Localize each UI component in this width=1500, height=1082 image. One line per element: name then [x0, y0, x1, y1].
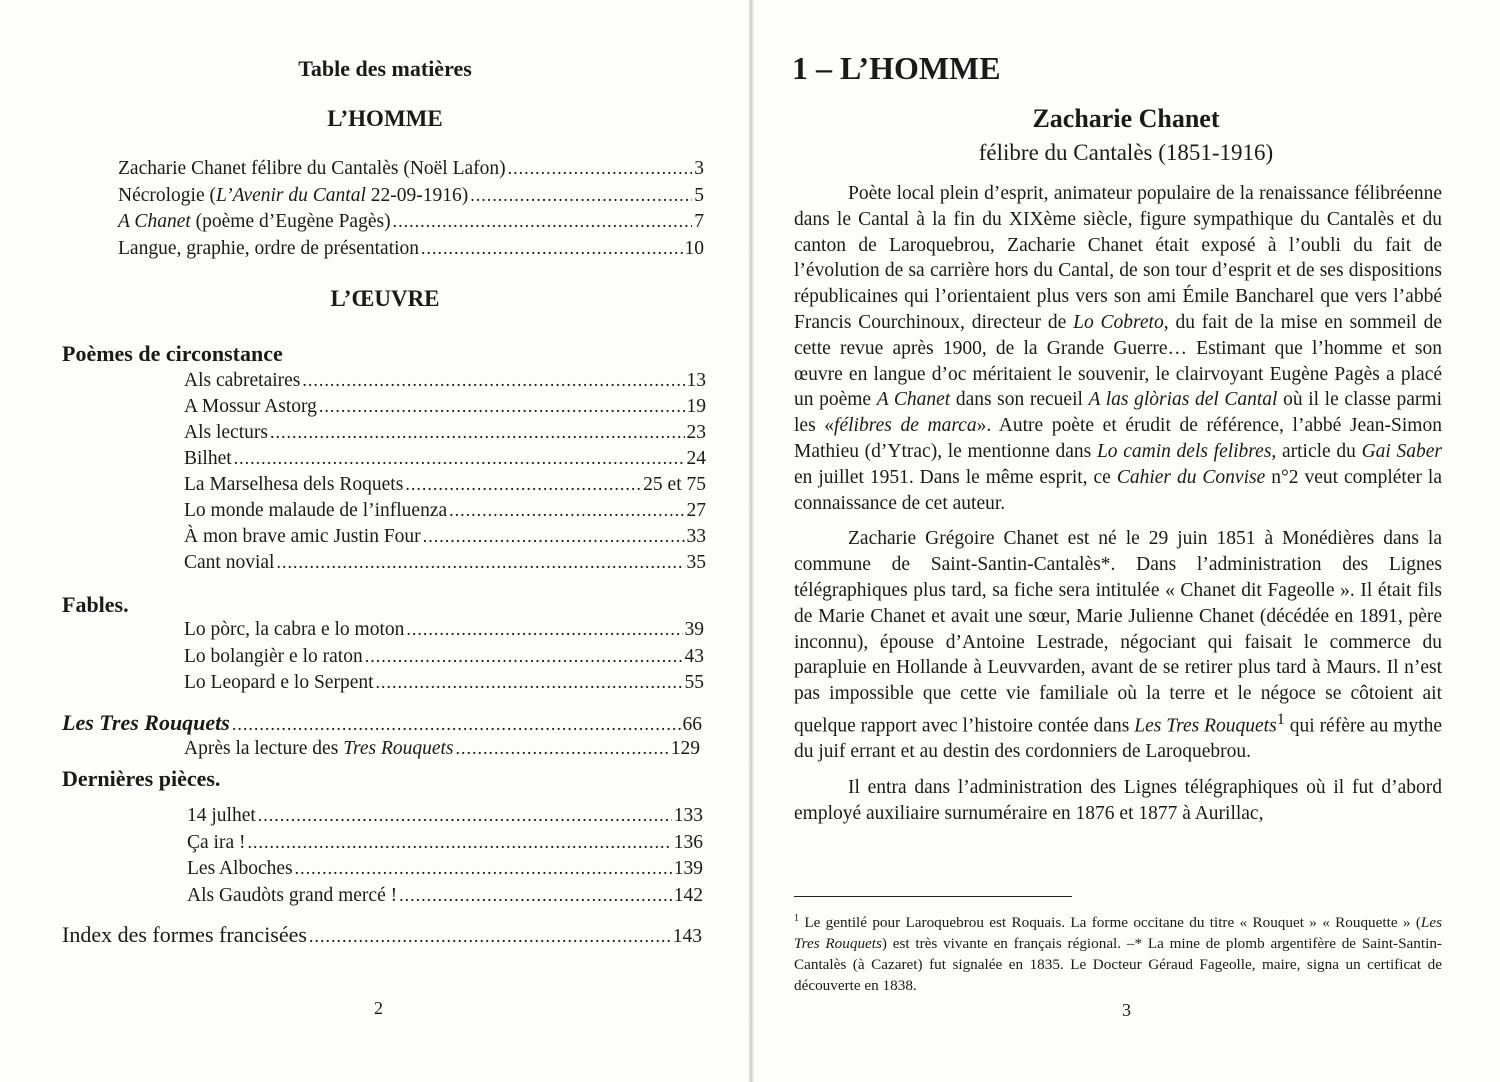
toc-entry[interactable]	[184, 474, 706, 496]
body-text	[794, 181, 1442, 827]
toc-entry-title-part: Les Alboches	[187, 858, 293, 879]
toc-leader-dots	[423, 526, 685, 547]
text-run: , du fait de la mise en sommeil de cette revue après 1900, de la Grande Guerre… Estimant que l’homme et son œuvre en langue d’oc méritaient le souvenir, le clairvoyant Eugène Pagès a placé un poème	[794, 311, 1442, 411]
section-heading-fables: Fables.	[62, 592, 129, 617]
toc-entry-page: 66	[682, 714, 702, 735]
toc-entry-title: Index des formes francisées	[62, 922, 307, 947]
toc-leader-dots	[365, 646, 683, 667]
toc-entry-title	[184, 646, 363, 668]
toc-entry-title	[184, 500, 447, 522]
toc-leader-dots	[247, 832, 671, 853]
toc-leader-dots	[234, 448, 685, 469]
toc-entry-title-part: Lo pòrc, la cabra e lo moton	[184, 619, 405, 640]
book-gutter	[748, 0, 754, 1082]
toc-entry[interactable]	[184, 526, 706, 548]
toc-entry-title-italic: Tres Rouquets	[343, 738, 454, 759]
toc-leader-dots	[508, 158, 693, 179]
toc-entry[interactable]	[184, 500, 706, 522]
text-run: Lo Cobreto	[1073, 311, 1164, 333]
text-run: Cahier du Convise	[1116, 466, 1266, 488]
body-paragraph	[794, 181, 1442, 516]
toc-entry-page: 55	[684, 672, 704, 693]
toc-entry[interactable]	[118, 238, 704, 260]
toc-entry-page: 13	[686, 370, 706, 391]
toc-entry-title-part: Lo monde malaude de l’influenza	[184, 500, 448, 521]
page-number-left: 2	[374, 998, 383, 1018]
toc-entry-page: 43	[684, 645, 704, 667]
right-page	[752, 0, 1500, 1082]
text-run: A Chanet	[876, 389, 951, 411]
toc-entry[interactable]	[184, 396, 706, 418]
toc-entry-page: 27	[686, 500, 706, 521]
toc-entry-title-part: A Mossur Astorg	[184, 396, 317, 417]
toc-entry-title-part: A Chanet	[118, 211, 191, 232]
toc-leader-dots	[470, 185, 692, 206]
toc-entry-page: 24	[686, 448, 706, 469]
toc-entry-page: 7	[694, 211, 704, 232]
toc-entry[interactable]	[184, 672, 704, 694]
text-run: n°2 veut compléter la connaissance de cet auteur.	[794, 466, 1443, 514]
toc-entry[interactable]	[118, 158, 704, 180]
toc-leader-dots	[258, 805, 672, 826]
toc-entry-page: 136	[673, 831, 703, 853]
toc-leader-dots	[302, 370, 684, 391]
toc-leader-dots	[406, 619, 682, 640]
text-run: Gai Saber	[1361, 440, 1442, 462]
text-run: Lo camin dels felibres	[1096, 440, 1272, 462]
toc-entry[interactable]	[184, 422, 706, 444]
toc-leader-dots	[405, 474, 641, 495]
toc-entry-title-part: Lo bolangièr e lo raton	[184, 645, 363, 667]
footnote-divider	[794, 896, 1072, 897]
text-run: Le gentilé pour Laroquebrou est Roquais. La forme occitane du titre « Rouquet » « Rouquette » (	[799, 914, 1421, 932]
text-run: dans son recueil	[950, 389, 1089, 411]
toc-entry-title-part: Als cabretaires	[184, 370, 301, 391]
toc-entry[interactable]	[118, 211, 704, 233]
toc-entry[interactable]	[184, 448, 706, 470]
toc-leader-dots	[309, 926, 671, 947]
toc-entry-title-part: À mon brave amic Justin Four	[184, 526, 421, 547]
author-subtitle: félibre du Cantalès (1851-1916)	[978, 140, 1274, 165]
toc-entry-page: 25 et 75	[643, 474, 706, 495]
toc-entry-title	[184, 552, 274, 574]
toc-entry-page: 35	[686, 552, 706, 573]
toc-entry-title	[187, 885, 397, 907]
text-run: A las glòrias del Cantal	[1088, 389, 1278, 411]
toc-entry[interactable]	[184, 370, 706, 392]
text-run: , article du	[1271, 440, 1362, 462]
toc-leader-dots	[319, 396, 685, 417]
toc-entry-page: 139	[673, 858, 703, 879]
toc-entry-title	[118, 158, 506, 180]
text-run: félibres de marca	[834, 415, 977, 437]
toc-entry[interactable]	[187, 805, 703, 827]
footnote	[794, 908, 1442, 996]
toc-entry[interactable]	[184, 552, 706, 574]
text-run: Zacharie Grégoire Chanet est né le 29 juin 1851 à Monédières dans la commune de Saint-Santin-Cantalès*. Dans l’administration des Lignes télégraphiques plus tard, sa fiche sera intitulée « Chanet dit Fageolle ». Il était fils de Marie Chanet et avait une sœur, Marie Julienne Chanet (décédée en 1891, père inconnu), épouse d’Antoine Lestrade, négociant qui faisait le commerce du parapluie en Hollande à Leuvvarden, avant de se retirer plus tard à Maurs. Il n’est pas impossible que cette vie familiale où la terre et le négoce se côtoient ait quelque rapport avec l’histoire contée dans	[794, 528, 1442, 737]
toc-entry[interactable]	[184, 619, 704, 641]
toc-leader-dots	[295, 858, 672, 879]
footnote-reference: 1	[794, 913, 799, 924]
text-run: Les Tres Rouquets	[794, 914, 1442, 953]
toc-entry-page: 3	[694, 158, 704, 179]
toc-entry-title-part: Lo Leopard e lo Serpent	[184, 672, 374, 693]
toc-entry-title	[184, 619, 404, 641]
part-heading-oeuvre: L’ŒUVRE	[330, 286, 440, 311]
toc-entry-title	[184, 422, 268, 444]
text-run: ». Autre poète et érudit de référence, l’abbé Jean-Simon Mathieu (d’Ytrac), le mentionne dans	[794, 415, 1442, 462]
footnote-reference: 1	[1276, 709, 1285, 728]
toc-entry-title	[184, 672, 374, 694]
toc-entry-title-part: 14 julhet	[187, 805, 256, 826]
toc-leader-dots	[393, 211, 693, 232]
toc-entry-title	[118, 238, 419, 260]
section-heading-dernieres: Dernières pièces.	[62, 766, 221, 791]
toc-entry-title-part: Bilhet	[184, 448, 232, 469]
toc-entry-title: Les Tres Rouquets	[62, 710, 230, 735]
toc-entry-page: 39	[684, 619, 704, 640]
page-number-right: 3	[1122, 1000, 1131, 1020]
toc-entry-page: 33	[686, 526, 706, 547]
toc-entry-title	[184, 474, 403, 496]
toc-entry-page: 10	[684, 237, 704, 259]
text-run: en juillet 1951. Dans le même esprit, ce	[794, 466, 1117, 488]
toc-entry-title-part: Als lecturs	[184, 422, 268, 443]
toc-entry-page: 19	[686, 396, 706, 417]
toc-entry-title-prefix: Après la lecture des	[184, 738, 344, 759]
toc-leader-dots	[276, 552, 684, 573]
toc-entry-title-part: 22-09-1916)	[365, 184, 469, 206]
toc-entry-index[interactable]	[62, 922, 702, 948]
toc-entry-title-part: L’Avenir du Cantal	[216, 184, 366, 206]
toc-leader-dots	[421, 238, 682, 259]
toc-entry-title-part: Langue, graphie, ordre de présentation	[118, 237, 420, 259]
text-run: Les Tres Rouquets	[1134, 715, 1277, 737]
toc-entry-page: 143	[672, 926, 702, 947]
author-name: Zacharie Chanet	[1032, 104, 1220, 133]
toc-entry-title-part: Zacharie Chanet félibre du Cantalès (Noël Lafon)	[118, 158, 506, 179]
toc-entry-title	[184, 448, 232, 470]
toc-leader-dots	[456, 738, 669, 759]
toc-entry[interactable]	[187, 885, 703, 907]
toc-entry-title	[184, 396, 317, 418]
toc-entry-page: 142	[673, 884, 703, 906]
toc-entry-page: 5	[694, 184, 704, 206]
toc-entry-page: 133	[673, 805, 703, 826]
toc-leader-dots	[399, 885, 672, 906]
body-paragraph	[794, 526, 1442, 765]
toc-entry-title-part: Cant novial	[184, 552, 275, 573]
toc-leader-dots	[232, 714, 681, 735]
toc-entry-title	[187, 832, 245, 854]
toc-leader-dots	[449, 500, 684, 521]
toc-entry-title-part: (poème d’Eugène Pagès)	[190, 211, 391, 232]
toc-entry-title	[184, 738, 454, 760]
toc-leader-dots	[376, 672, 683, 693]
toc-entry-page: 23	[686, 422, 706, 443]
toc-entry-apres-lecture[interactable]	[184, 738, 700, 760]
toc-entry-title	[187, 858, 293, 880]
toc-entry-title-part: La Marselhesa dels Roquets	[184, 474, 404, 495]
toc-entry-page: 129	[670, 738, 700, 759]
chapter-title: 1 – L’HOMME	[792, 50, 1001, 86]
text-run: Il entra dans l’administration des Lignes télégraphiques où il fut d’abord employé auxiliaire surnuméraire en 1876 et 1877 à Aurillac,	[794, 777, 1442, 824]
text-run: ) est très vivante en français régional. –* La mine de plomb argentifère de Saint-Santin-Cantalès (à Cazaret) fut signalée en 1835. Le Docteur Géraud Fageolle, maire, signa un certificat de découverte en 1838.	[794, 935, 1442, 995]
section-heading-circonstance: Poèmes de circonstance	[62, 341, 283, 366]
toc-leader-dots	[270, 422, 685, 443]
toc-entry-title-part: Als Gaudòts grand mercé !	[187, 884, 398, 906]
toc-entry-tres-rouquets[interactable]	[62, 710, 702, 736]
toc-entry[interactable]	[187, 832, 703, 854]
text-run: qui réfère au mythe du juif errant et au destin des cordonniers de Laroquebrou.	[794, 715, 1442, 763]
toc-entry-title-part: Ça ira !	[187, 831, 246, 853]
toc-entry[interactable]	[187, 858, 703, 880]
part-heading-homme: L’HOMME	[327, 106, 443, 131]
toc-entry-title	[184, 526, 421, 548]
toc-entry-title	[184, 370, 300, 392]
text-run: Poète local plein d’esprit, animateur populaire de la renaissance félibréenne dans le Cantal à la fin du XIXème siècle, figure sympathique du Cantalès et du canton de Laroquebrou, Zacharie Chanet était exposé à l’oubli du fait de l’évolution de sa carrière hors du Cantal, de son tour d’esprit et de ses dispositions républicaines qui l’orientaient plus vers son ami Émile Bancharel que vers l’abbé Francis Courchinoux, directeur de	[794, 183, 1442, 333]
toc-entry-title	[187, 805, 256, 827]
toc-entry[interactable]	[118, 185, 704, 207]
toc-title: Table des matières	[298, 56, 472, 81]
text-run: où il le classe parmi les «	[794, 389, 1442, 437]
body-paragraph	[794, 775, 1442, 827]
toc-entry[interactable]	[184, 646, 704, 668]
toc-entry-title-part: Nécrologie (	[118, 184, 216, 206]
toc-entry-title	[118, 211, 391, 233]
toc-entry-title	[118, 185, 468, 207]
